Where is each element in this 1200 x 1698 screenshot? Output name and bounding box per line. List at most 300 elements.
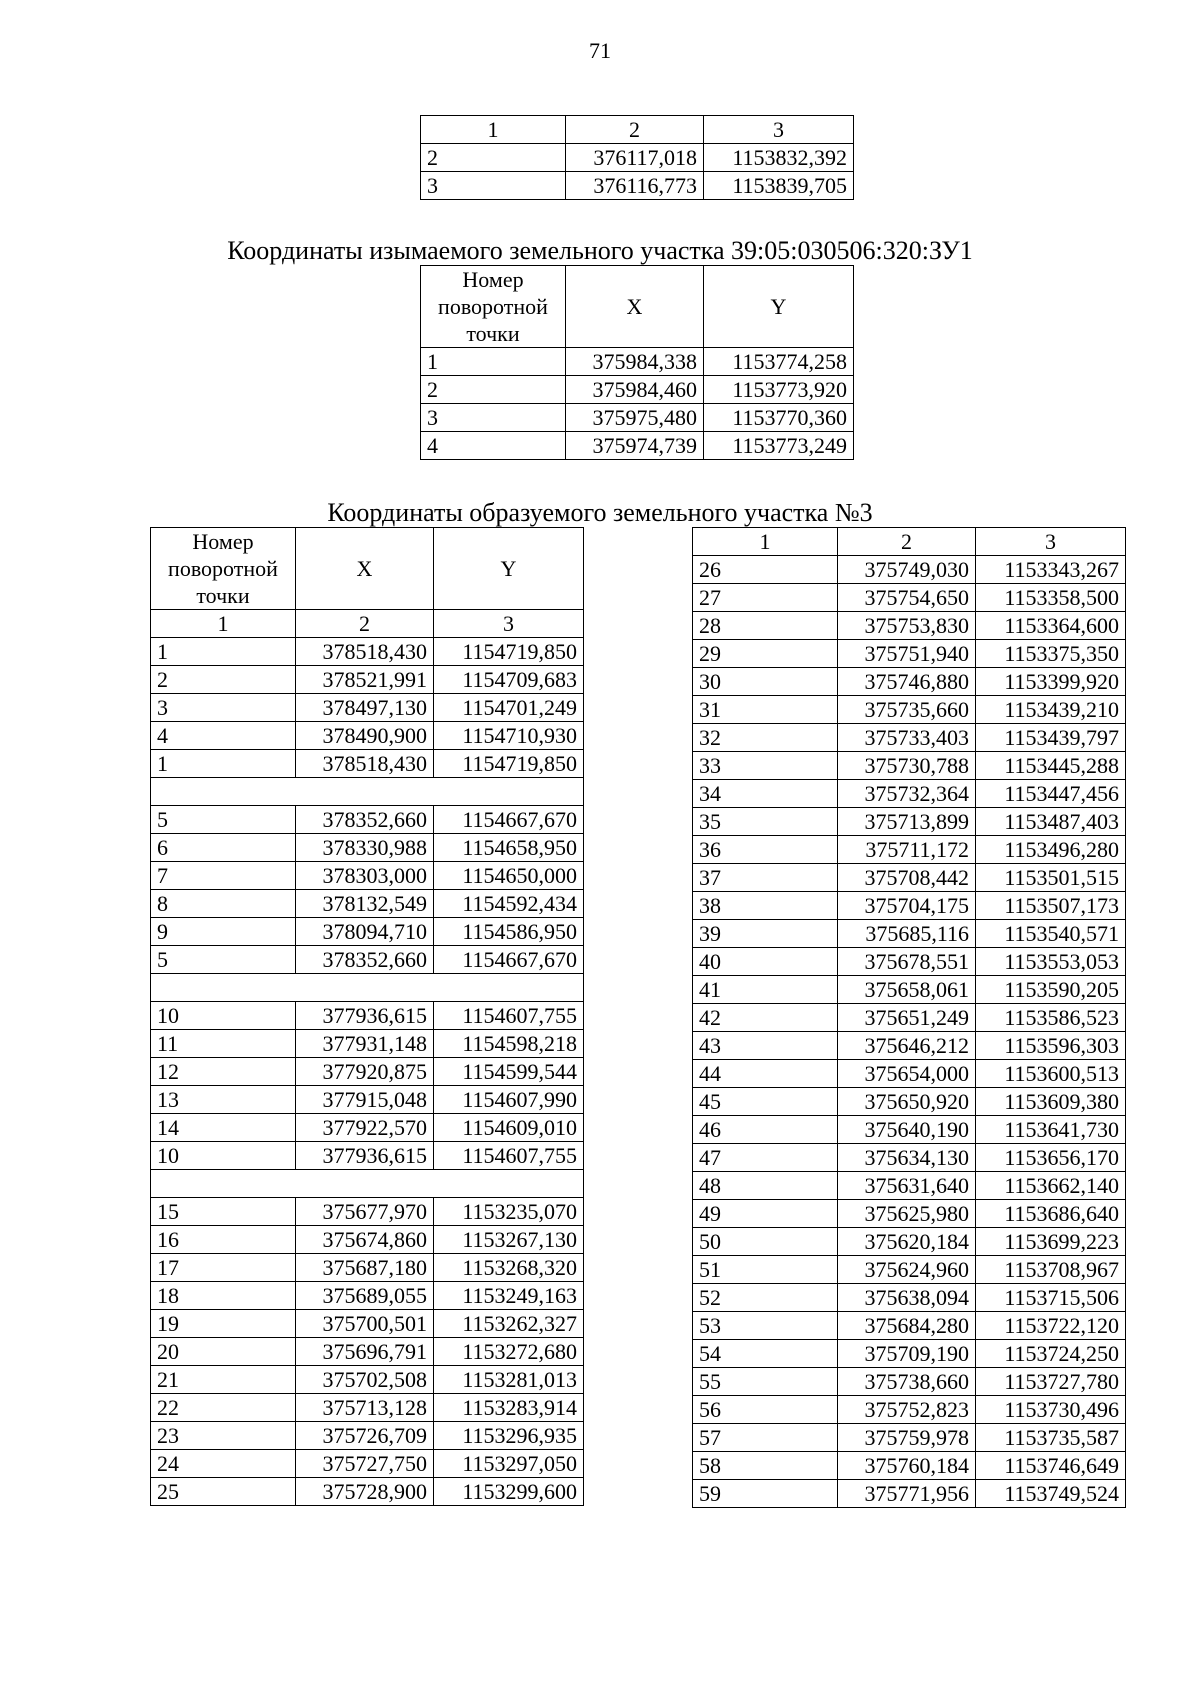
- table-row: [421, 376, 854, 404]
- y-cell: 1154609,010: [434, 1114, 584, 1142]
- y-cell: 1153496,280: [976, 836, 1126, 864]
- x-cell: 377920,875: [296, 1058, 434, 1086]
- table-row: [693, 1480, 1126, 1508]
- table-row: [421, 432, 854, 460]
- point-number-cell: 19: [151, 1310, 296, 1338]
- table-row: [693, 1116, 1126, 1144]
- table-row: [693, 556, 1126, 584]
- y-cell: 1154658,950: [434, 834, 584, 862]
- table-row: [693, 1032, 1126, 1060]
- x-cell: 375640,190: [838, 1116, 976, 1144]
- point-number-cell: 7: [151, 862, 296, 890]
- point-number-cell: 35: [693, 808, 838, 836]
- y-cell: 1153262,327: [434, 1310, 584, 1338]
- table-row: [693, 752, 1126, 780]
- point-number-header: Номер поворотной точки: [421, 266, 566, 348]
- x-cell: 376117,018: [566, 144, 704, 172]
- x-cell: 377915,048: [296, 1086, 434, 1114]
- point-number-cell: 15: [151, 1198, 296, 1226]
- y-cell: 1153662,140: [976, 1172, 1126, 1200]
- point-number-cell: 51: [693, 1256, 838, 1284]
- x-cell: 377936,615: [296, 1142, 434, 1170]
- y-cell: 1153439,797: [976, 724, 1126, 752]
- y-cell: 1154709,683: [434, 666, 584, 694]
- point-number-cell: 10: [151, 1142, 296, 1170]
- x-cell: 375751,940: [838, 640, 976, 668]
- table-row: [151, 638, 584, 666]
- point-number-cell: 23: [151, 1422, 296, 1450]
- header-row: [421, 116, 854, 144]
- point-number-cell: 3: [151, 694, 296, 722]
- point-number-cell: 5: [151, 946, 296, 974]
- table-row: [151, 1114, 584, 1142]
- x-cell: 375634,130: [838, 1144, 976, 1172]
- header-row: [421, 266, 854, 348]
- column-number: 1: [151, 610, 296, 638]
- x-cell: 375684,280: [838, 1312, 976, 1340]
- y-cell: 1153553,053: [976, 948, 1126, 976]
- table-row: [151, 1142, 584, 1170]
- separator-row: [151, 974, 584, 1002]
- x-cell: 375726,709: [296, 1422, 434, 1450]
- table-row: [151, 1338, 584, 1366]
- point-number-cell: 16: [151, 1226, 296, 1254]
- y-cell: 1154598,218: [434, 1030, 584, 1058]
- point-number-cell: 8: [151, 890, 296, 918]
- y-cell: 1153641,730: [976, 1116, 1126, 1144]
- point-number-cell: 45: [693, 1088, 838, 1116]
- table-row: [151, 1282, 584, 1310]
- x-cell: 375651,249: [838, 1004, 976, 1032]
- parcel-3-table-right: [692, 527, 1126, 1508]
- y-cell: 1153439,210: [976, 696, 1126, 724]
- x-cell: 378497,130: [296, 694, 434, 722]
- x-cell: 378094,710: [296, 918, 434, 946]
- table-row: [151, 1478, 584, 1506]
- x-header: X: [566, 266, 704, 348]
- table-row: [693, 1340, 1126, 1368]
- x-cell: 375760,184: [838, 1452, 976, 1480]
- y-cell: 1154607,990: [434, 1086, 584, 1114]
- table-row: [421, 172, 854, 200]
- x-cell: 375689,055: [296, 1282, 434, 1310]
- y-cell: 1153268,320: [434, 1254, 584, 1282]
- table-row: [151, 1226, 584, 1254]
- y-cell: 1153507,173: [976, 892, 1126, 920]
- x-cell: 375696,791: [296, 1338, 434, 1366]
- table-row: [151, 778, 584, 806]
- x-cell: 375685,116: [838, 920, 976, 948]
- header-row: [151, 528, 584, 610]
- table-row: [693, 1088, 1126, 1116]
- point-number-cell: 12: [151, 1058, 296, 1086]
- point-number-cell: 29: [693, 640, 838, 668]
- point-number-cell: 32: [693, 724, 838, 752]
- x-cell: 375732,364: [838, 780, 976, 808]
- table-row: [693, 1368, 1126, 1396]
- y-cell: 1153596,303: [976, 1032, 1126, 1060]
- table-row: [421, 144, 854, 172]
- y-header: 3: [704, 116, 854, 144]
- x-cell: 378490,900: [296, 722, 434, 750]
- table-row: [151, 694, 584, 722]
- y-cell: 1153774,258: [704, 348, 854, 376]
- point-number-cell: 56: [693, 1396, 838, 1424]
- point-number-cell: 46: [693, 1116, 838, 1144]
- y-cell: 1153773,920: [704, 376, 854, 404]
- x-cell: 377936,615: [296, 1002, 434, 1030]
- x-cell: 375650,920: [838, 1088, 976, 1116]
- point-number-header: 1: [421, 116, 566, 144]
- y-cell: 1154607,755: [434, 1142, 584, 1170]
- table-row: [693, 1172, 1126, 1200]
- y-cell: 1153399,920: [976, 668, 1126, 696]
- y-cell: 1154667,670: [434, 806, 584, 834]
- y-cell: 1153447,456: [976, 780, 1126, 808]
- table-row: [693, 1256, 1126, 1284]
- table-row: [151, 1058, 584, 1086]
- point-number-cell: 10: [151, 1002, 296, 1030]
- point-number-cell: 21: [151, 1366, 296, 1394]
- table-row: [151, 1170, 584, 1198]
- y-cell: 1153364,600: [976, 612, 1126, 640]
- point-number-cell: 42: [693, 1004, 838, 1032]
- separator-row: [151, 778, 584, 806]
- x-cell: 375654,000: [838, 1060, 976, 1088]
- x-cell: 378132,549: [296, 890, 434, 918]
- y-cell: 1153299,600: [434, 1478, 584, 1506]
- separator-row: [151, 1170, 584, 1198]
- table-row: [151, 1394, 584, 1422]
- point-number-cell: 53: [693, 1312, 838, 1340]
- x-cell: 378303,000: [296, 862, 434, 890]
- x-header: 2: [838, 528, 976, 556]
- column-number: 3: [434, 610, 584, 638]
- zu1-coordinates-table: [420, 265, 854, 460]
- table-row: [151, 722, 584, 750]
- x-cell: 375728,900: [296, 1478, 434, 1506]
- x-header: 2: [566, 116, 704, 144]
- y-cell: 1153540,571: [976, 920, 1126, 948]
- continuation-table: [420, 115, 854, 200]
- x-cell: 375624,960: [838, 1256, 976, 1284]
- x-cell: 375753,830: [838, 612, 976, 640]
- y-cell: 1153235,070: [434, 1198, 584, 1226]
- y-cell: 1154719,850: [434, 750, 584, 778]
- y-cell: 1153590,205: [976, 976, 1126, 1004]
- table-row: [421, 404, 854, 432]
- point-number-cell: 41: [693, 976, 838, 1004]
- x-cell: 375646,212: [838, 1032, 976, 1060]
- point-number-cell: 11: [151, 1030, 296, 1058]
- point-number-cell: 57: [693, 1424, 838, 1452]
- table-row: [151, 974, 584, 1002]
- y-cell: 1153281,013: [434, 1366, 584, 1394]
- y-cell: 1154719,850: [434, 638, 584, 666]
- y-cell: 1153272,680: [434, 1338, 584, 1366]
- point-number-cell: 44: [693, 1060, 838, 1088]
- x-cell: 375738,660: [838, 1368, 976, 1396]
- table-row: [693, 864, 1126, 892]
- table-row: [151, 1366, 584, 1394]
- point-number-cell: 30: [693, 668, 838, 696]
- point-number-cell: 2: [421, 376, 566, 404]
- y-cell: 1153773,249: [704, 432, 854, 460]
- x-cell: 375620,184: [838, 1228, 976, 1256]
- point-number-cell: 55: [693, 1368, 838, 1396]
- x-cell: 378518,430: [296, 750, 434, 778]
- table-row: [693, 836, 1126, 864]
- table-row: [693, 976, 1126, 1004]
- table-row: [693, 780, 1126, 808]
- table-row: [693, 1424, 1126, 1452]
- y-cell: 1154607,755: [434, 1002, 584, 1030]
- x-cell: 375687,180: [296, 1254, 434, 1282]
- x-cell: 375708,442: [838, 864, 976, 892]
- x-cell: 378352,660: [296, 946, 434, 974]
- point-number-cell: 3: [421, 172, 566, 200]
- y-cell: 1153249,163: [434, 1282, 584, 1310]
- x-cell: 375754,650: [838, 584, 976, 612]
- x-cell: 375677,970: [296, 1198, 434, 1226]
- table-row: [693, 668, 1126, 696]
- point-number-cell: 5: [151, 806, 296, 834]
- x-cell: 375749,030: [838, 556, 976, 584]
- point-number-cell: 33: [693, 752, 838, 780]
- x-cell: 375974,739: [566, 432, 704, 460]
- y-cell: 1153715,506: [976, 1284, 1126, 1312]
- y-cell: 1153600,513: [976, 1060, 1126, 1088]
- table-row: [151, 862, 584, 890]
- y-cell: 1154667,670: [434, 946, 584, 974]
- table-row: [693, 1396, 1126, 1424]
- y-cell: 1153746,649: [976, 1452, 1126, 1480]
- parcel-3-table-left: [150, 527, 584, 1506]
- y-cell: 1153708,967: [976, 1256, 1126, 1284]
- point-number-cell: 48: [693, 1172, 838, 1200]
- table-row: [693, 892, 1126, 920]
- y-cell: 1153730,496: [976, 1396, 1126, 1424]
- table-row: [693, 612, 1126, 640]
- point-number-cell: 27: [693, 584, 838, 612]
- point-number-cell: 36: [693, 836, 838, 864]
- y-cell: 1153770,360: [704, 404, 854, 432]
- table-row: [151, 1030, 584, 1058]
- point-number-cell: 50: [693, 1228, 838, 1256]
- point-number-cell: 59: [693, 1480, 838, 1508]
- x-cell: 375658,061: [838, 976, 976, 1004]
- y-cell: 1154701,249: [434, 694, 584, 722]
- y-cell: 1153445,288: [976, 752, 1126, 780]
- y-cell: 1153358,500: [976, 584, 1126, 612]
- table-row: [693, 1060, 1126, 1088]
- y-cell: 1153283,914: [434, 1394, 584, 1422]
- y-header: Y: [434, 528, 584, 610]
- table-row: [693, 1312, 1126, 1340]
- page-number: 71: [589, 38, 611, 63]
- table-row: [693, 696, 1126, 724]
- y-cell: 1153727,780: [976, 1368, 1126, 1396]
- x-cell: 375704,175: [838, 892, 976, 920]
- table-row: [693, 1452, 1126, 1480]
- table-row: [151, 666, 584, 694]
- point-number-cell: 58: [693, 1452, 838, 1480]
- y-cell: 1154592,434: [434, 890, 584, 918]
- table-row: [151, 1002, 584, 1030]
- y-cell: 1154650,000: [434, 862, 584, 890]
- x-cell: 378352,660: [296, 806, 434, 834]
- y-cell: 1153839,705: [704, 172, 854, 200]
- y-cell: 1153296,935: [434, 1422, 584, 1450]
- point-number-cell: 9: [151, 918, 296, 946]
- table-row: [693, 1284, 1126, 1312]
- point-number-cell: 26: [693, 556, 838, 584]
- table-row: [693, 920, 1126, 948]
- x-cell: 375759,978: [838, 1424, 976, 1452]
- table-row: [693, 724, 1126, 752]
- table-row: [151, 918, 584, 946]
- heading-parcel-3: Координаты образуемого земельного участка №3: [327, 498, 873, 527]
- x-cell: 375771,956: [838, 1480, 976, 1508]
- table-row: [151, 1310, 584, 1338]
- table-row: [151, 1450, 584, 1478]
- table-row: [151, 750, 584, 778]
- x-cell: 378521,991: [296, 666, 434, 694]
- point-number-cell: 4: [151, 722, 296, 750]
- table-row: [151, 890, 584, 918]
- point-number-cell: 34: [693, 780, 838, 808]
- heading-zu1: Координаты изымаемого земельного участка 39:05:030506:320:ЗУ1: [227, 236, 973, 265]
- point-number-cell: 22: [151, 1394, 296, 1422]
- x-cell: 375735,660: [838, 696, 976, 724]
- point-number-cell: 43: [693, 1032, 838, 1060]
- point-number-cell: 1: [151, 638, 296, 666]
- point-number-cell: 3: [421, 404, 566, 432]
- table-row: [693, 948, 1126, 976]
- point-number-cell: 37: [693, 864, 838, 892]
- x-cell: 375700,501: [296, 1310, 434, 1338]
- y-cell: 1153343,267: [976, 556, 1126, 584]
- y-header: 3: [976, 528, 1126, 556]
- column-number-row: [151, 610, 584, 638]
- table-row: [693, 1144, 1126, 1172]
- y-cell: 1153686,640: [976, 1200, 1126, 1228]
- y-cell: 1154710,930: [434, 722, 584, 750]
- x-cell: 377922,570: [296, 1114, 434, 1142]
- table-row: [151, 946, 584, 974]
- x-cell: 375638,094: [838, 1284, 976, 1312]
- x-cell: 375631,640: [838, 1172, 976, 1200]
- column-number: 2: [296, 610, 434, 638]
- x-cell: 375702,508: [296, 1366, 434, 1394]
- x-header: X: [296, 528, 434, 610]
- y-cell: 1153722,120: [976, 1312, 1126, 1340]
- point-number-cell: 25: [151, 1478, 296, 1506]
- x-cell: 375711,172: [838, 836, 976, 864]
- y-cell: 1153832,392: [704, 144, 854, 172]
- point-number-cell: 6: [151, 834, 296, 862]
- table-row: [151, 806, 584, 834]
- y-cell: 1153735,587: [976, 1424, 1126, 1452]
- point-number-cell: 54: [693, 1340, 838, 1368]
- y-cell: 1153749,524: [976, 1480, 1126, 1508]
- y-cell: 1153609,380: [976, 1088, 1126, 1116]
- table-row: [151, 1254, 584, 1282]
- y-cell: 1154599,544: [434, 1058, 584, 1086]
- table-row: [151, 1086, 584, 1114]
- y-cell: 1153724,250: [976, 1340, 1126, 1368]
- y-cell: 1153267,130: [434, 1226, 584, 1254]
- x-cell: 378330,988: [296, 834, 434, 862]
- point-number-cell: 39: [693, 920, 838, 948]
- point-number-cell: 14: [151, 1114, 296, 1142]
- y-cell: 1153501,515: [976, 864, 1126, 892]
- x-cell: 375984,338: [566, 348, 704, 376]
- point-number-cell: 1: [151, 750, 296, 778]
- table-row: [693, 1004, 1126, 1032]
- header-row: [693, 528, 1126, 556]
- x-cell: 377931,148: [296, 1030, 434, 1058]
- table-row: [693, 640, 1126, 668]
- x-cell: 375746,880: [838, 668, 976, 696]
- table-row: [151, 1198, 584, 1226]
- x-cell: 375625,980: [838, 1200, 976, 1228]
- x-cell: 375727,750: [296, 1450, 434, 1478]
- point-number-cell: 2: [421, 144, 566, 172]
- table-row: [693, 584, 1126, 612]
- table-row: [693, 1228, 1126, 1256]
- point-number-cell: 52: [693, 1284, 838, 1312]
- y-cell: 1153297,050: [434, 1450, 584, 1478]
- table-row: [693, 1200, 1126, 1228]
- point-number-header: Номер поворотной точки: [151, 528, 296, 610]
- y-cell: 1153699,223: [976, 1228, 1126, 1256]
- point-number-cell: 2: [151, 666, 296, 694]
- point-number-cell: 18: [151, 1282, 296, 1310]
- point-number-cell: 38: [693, 892, 838, 920]
- point-number-cell: 20: [151, 1338, 296, 1366]
- point-number-cell: 24: [151, 1450, 296, 1478]
- x-cell: 375733,403: [838, 724, 976, 752]
- x-cell: 375984,460: [566, 376, 704, 404]
- x-cell: 376116,773: [566, 172, 704, 200]
- x-cell: 375674,860: [296, 1226, 434, 1254]
- x-cell: 375713,128: [296, 1394, 434, 1422]
- y-cell: 1153656,170: [976, 1144, 1126, 1172]
- point-number-cell: 17: [151, 1254, 296, 1282]
- point-number-cell: 40: [693, 948, 838, 976]
- x-cell: 375975,480: [566, 404, 704, 432]
- table-row: [151, 1422, 584, 1450]
- x-cell: 378518,430: [296, 638, 434, 666]
- y-cell: 1153487,403: [976, 808, 1126, 836]
- point-number-header: 1: [693, 528, 838, 556]
- x-cell: 375730,788: [838, 752, 976, 780]
- point-number-cell: 28: [693, 612, 838, 640]
- point-number-cell: 13: [151, 1086, 296, 1114]
- point-number-cell: 47: [693, 1144, 838, 1172]
- y-cell: 1153586,523: [976, 1004, 1126, 1032]
- point-number-cell: 4: [421, 432, 566, 460]
- x-cell: 375713,899: [838, 808, 976, 836]
- x-cell: 375709,190: [838, 1340, 976, 1368]
- point-number-cell: 49: [693, 1200, 838, 1228]
- point-number-cell: 1: [421, 348, 566, 376]
- point-number-cell: 31: [693, 696, 838, 724]
- y-header: Y: [704, 266, 854, 348]
- table-row: [421, 348, 854, 376]
- x-cell: 375678,551: [838, 948, 976, 976]
